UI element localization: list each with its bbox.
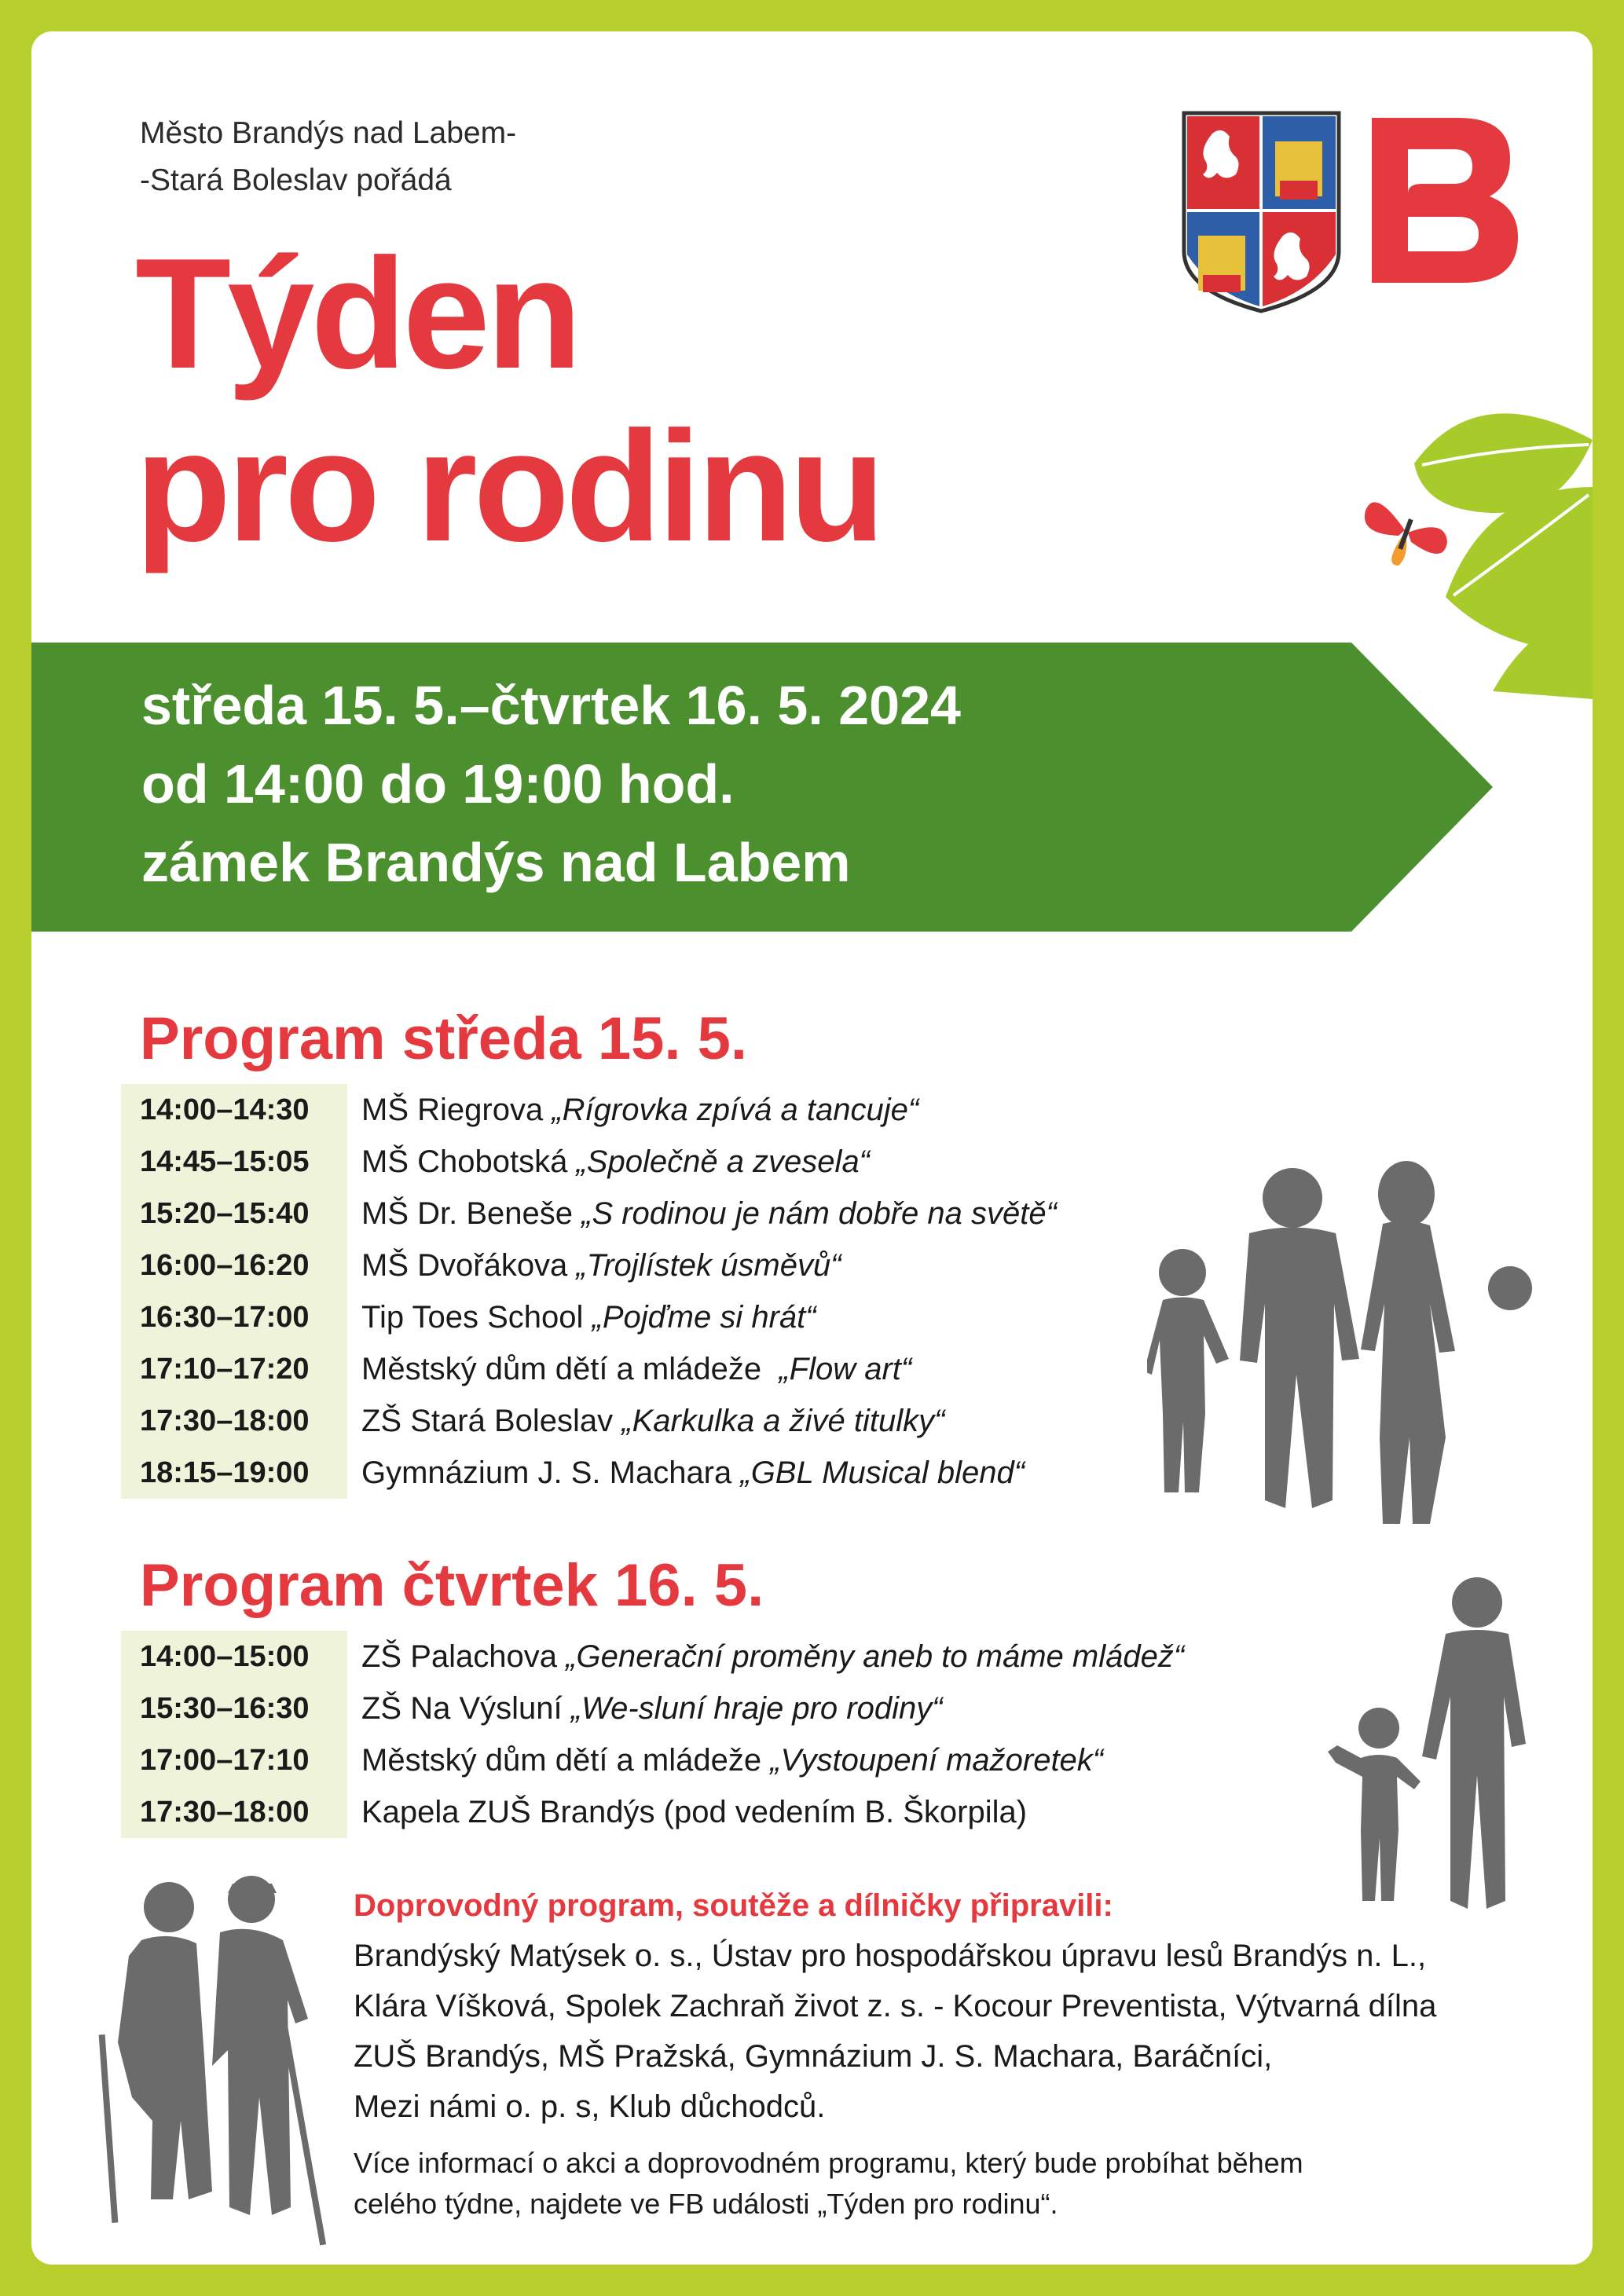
schedule-time: 17:10–17:20 [121,1343,347,1395]
organizer-line-2: -Stará Boleslav pořádá [140,163,452,197]
event-time: od 14:00 do 19:00 hod. [141,753,735,815]
schedule-activity [347,1639,1184,1675]
accompanying-line: Mezi námi o. p. s, Klub důchodců. [354,2089,826,2124]
schedule-performer: ZŠ Palachova [361,1639,566,1674]
schedule-time: 17:30–18:00 [121,1786,347,1838]
schedule-time: 17:00–17:10 [121,1734,347,1786]
schedule-activity [347,1248,841,1283]
accompanying-heading: Doprovodný program, soutěže a dílničky připravili: [354,1888,1113,1923]
schedule-performer: MŠ Dr. Beneše [361,1196,582,1231]
schedule-performance-title: „Vystoupení mažoretek“ [770,1742,1104,1778]
schedule-performer: MŠ Chobotská [361,1144,577,1179]
schedule-row [121,1240,1057,1291]
schedule-time: 15:30–16:30 [121,1683,347,1734]
schedule-time: 18:15–19:00 [121,1447,347,1499]
schedule-performance-title: „S rodinou je nám dobře na světě“ [581,1196,1057,1231]
elderly-couple-silhouette-icon [94,1862,361,2254]
schedule-time: 17:30–18:00 [121,1395,347,1447]
event-place: zámek Brandýs nad Labem [141,832,851,893]
family-silhouette-icon [1147,1155,1571,1540]
schedule-row [121,1734,1184,1786]
organizer-text [140,110,516,204]
program-day1-list [121,1084,1057,1499]
schedule-row [121,1447,1057,1499]
schedule-performance-title: „Pojďme si hrát“ [592,1299,816,1335]
father-child-silhouette-icon [1320,1571,1556,1917]
schedule-activity [347,1196,1057,1232]
schedule-performer: Tip Toes School [361,1299,592,1335]
schedule-row [121,1084,1057,1136]
schedule-performance-title: „We-sluní hraje pro rodiny“ [570,1690,943,1726]
schedule-activity [347,1352,911,1387]
schedule-activity [347,1144,870,1180]
butterfly-icon [1359,487,1454,573]
schedule-performance-title: „GBL Musical blend“ [740,1455,1025,1490]
accompanying-list [354,1931,1564,2132]
event-title [135,228,882,573]
schedule-performance-title: „Flow art“ [779,1351,912,1386]
accompanying-line: ZUŠ Brandýs, MŠ Pražská, Gymnázium J. S. Machara, Baráčníci, [354,2039,1273,2074]
schedule-time: 14:00–14:30 [121,1084,347,1136]
schedule-time: 16:00–16:20 [121,1240,347,1291]
accompanying-line: Brandýský Matýsek o. s., Ústav pro hospodářskou úpravu lesů Brandýs n. L., [354,1939,1427,1973]
schedule-performer: MŠ Dvořákova [361,1247,577,1283]
schedule-row [121,1136,1057,1188]
schedule-activity [347,1691,943,1727]
schedule-row [121,1291,1057,1343]
schedule-time: 14:00–15:00 [121,1631,347,1683]
schedule-performer: ZŠ Na Výsluní [361,1690,571,1726]
schedule-row [121,1395,1057,1447]
schedule-time: 16:30–17:00 [121,1291,347,1343]
schedule-activity [347,1743,1103,1778]
program-day1-heading: Program středa 15. 5. [140,1005,748,1072]
event-date: středa 15. 5.–čtvrtek 16. 5. 2024 [141,675,961,736]
event-title-line-2: pro rodinu [135,399,882,574]
program-day2-list [121,1631,1184,1838]
schedule-performer: ZŠ Stará Boleslav [361,1403,622,1438]
more-info [354,2143,1303,2225]
coat-of-arms-icon [1181,110,1342,314]
schedule-activity [347,1300,816,1335]
schedule-time: 15:20–15:40 [121,1188,347,1240]
schedule-performer: Gymnázium J. S. Machara [361,1455,741,1490]
schedule-row [121,1343,1057,1395]
schedule-activity [347,1404,944,1439]
event-title-line-1: Týden [135,226,578,401]
schedule-activity [347,1456,1025,1491]
schedule-performer: Městský dům dětí a mládeže [361,1351,779,1386]
poster [31,31,1593,2265]
schedule-performer: Městský dům dětí a mládeže [361,1742,771,1778]
schedule-performance-title: „Generační proměny aneb to máme mládež“ [566,1639,1185,1674]
schedule-time: 14:45–15:05 [121,1136,347,1188]
schedule-activity [347,1795,1027,1830]
date-banner-text [141,666,961,902]
schedule-performance-title: „Karkulka a živé titulky“ [621,1403,945,1438]
schedule-performer: MŠ Riegrova [361,1092,552,1127]
schedule-activity [347,1093,918,1128]
schedule-performer: Kapela ZUŠ Brandýs (pod vedením B. Škorpila) [361,1794,1028,1829]
accompanying-line: Klára Víšková, Spolek Zachraň život z. s. - Kocour Preventista, Výtvarná dílna [354,1989,1437,2023]
schedule-row [121,1631,1184,1683]
schedule-performance-title: „Společně a zvesela“ [576,1144,871,1179]
schedule-performance-title: „Rígrovka zpívá a tancuje“ [552,1092,919,1127]
more-info-line-2: celého týdne, najdete ve FB události „Týden pro rodinu“. [354,2188,1058,2220]
organizer-line-1: Město Brandýs nad Labem- [140,116,517,150]
more-info-line-1: Více informací o akci a doprovodném programu, který bude probíhat během [354,2147,1303,2179]
schedule-row [121,1188,1057,1240]
city-logo-b-icon [1372,118,1518,283]
schedule-row [121,1683,1184,1734]
program-day2-heading: Program čtvrtek 16. 5. [140,1552,764,1619]
schedule-performance-title: „Trojlístek úsměvů“ [576,1247,841,1283]
schedule-row [121,1786,1184,1838]
